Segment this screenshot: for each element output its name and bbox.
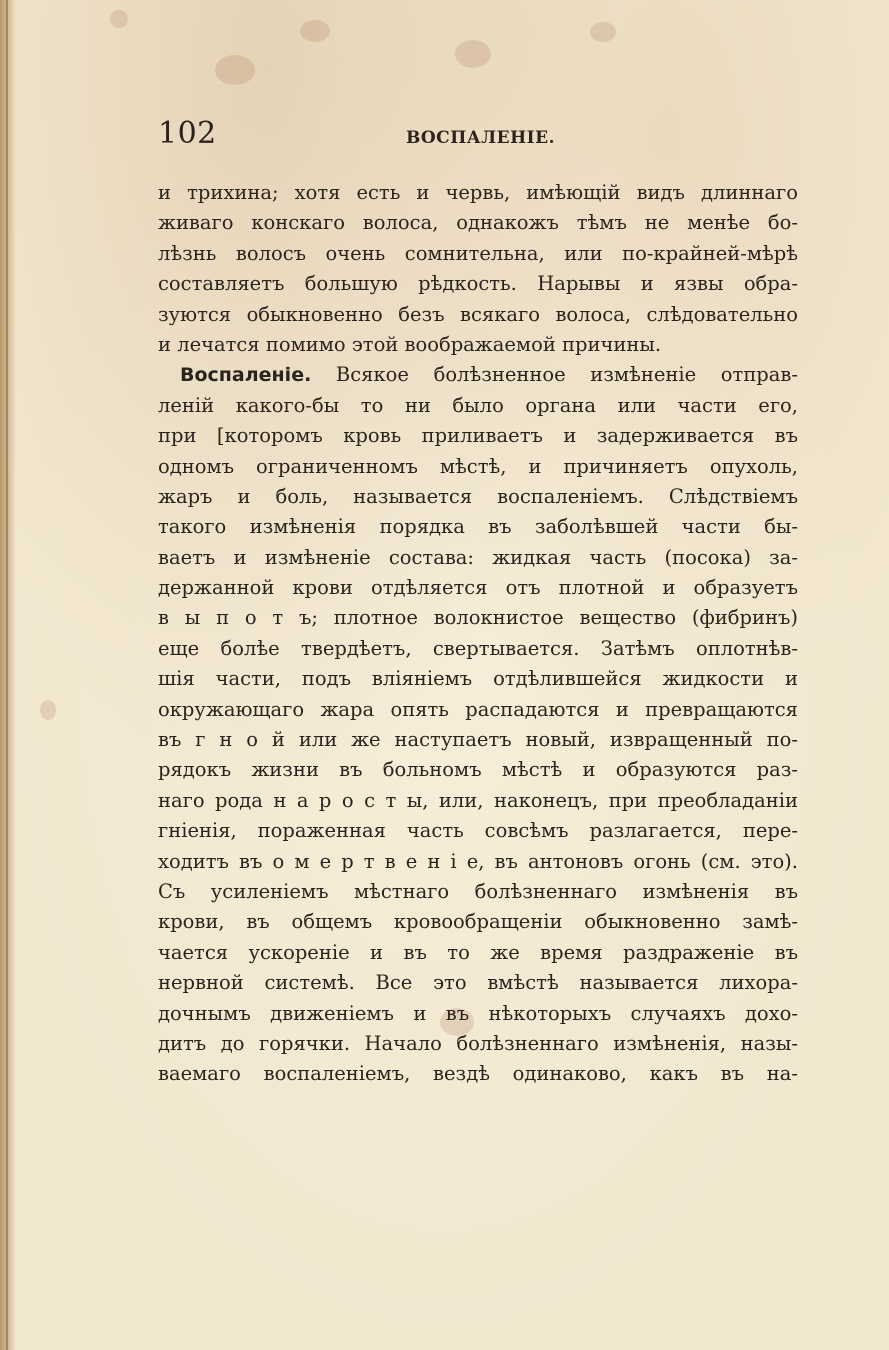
entry-first-line-text: Всякое болѣзненное измѣненіе отправ-	[311, 363, 798, 387]
text-line: чается ускореніе и въ то же время раздраженіе въ	[158, 940, 798, 964]
paper-stain	[590, 22, 616, 42]
paper-stain	[455, 40, 491, 68]
entry-first-line	[158, 360, 798, 390]
text-line: зуются обыкновенно безъ всякаго волоса, слѣдовательно	[158, 302, 798, 326]
text-line: гніенія, пораженная часть совсѣмъ разлагается, пере-	[158, 819, 798, 843]
page-number: 102	[158, 116, 217, 151]
text-line: такого измѣненія порядка въ заболѣвшей части бы-	[158, 515, 798, 539]
text-line: окружающаго жара опять распадаются и превращаются	[158, 697, 798, 721]
text-line: и лечатся помимо этой воображаемой причины.	[158, 332, 662, 356]
text-line: въ г н о й или же наступаетъ новый, извращенный по-	[158, 728, 798, 752]
text-line: ваетъ и измѣненіе состава: жидкая часть (посока) за-	[158, 545, 798, 569]
paper-stain	[300, 20, 330, 42]
gutter-line	[6, 0, 8, 1350]
text-line: держанной крови отдѣляется отъ плотной и образуетъ	[158, 576, 798, 600]
page-header	[158, 112, 798, 160]
text-line: дитъ до горячки. Начало болѣзненнаго измѣненія, назы-	[158, 1031, 798, 1055]
text-line: Съ усиленіемъ мѣстнаго болѣзненнаго измѣненія въ	[158, 879, 798, 903]
text-line: наго рода н а р о с т ы, или, наконецъ, при преобладаніи	[158, 788, 798, 812]
text-line: и трихина; хотя есть и червь, имѣющій видъ длиннаго	[158, 181, 798, 204]
paper-stain	[40, 700, 56, 720]
text-line: ваемаго воспаленіемъ, вездѣ одинаково, какъ въ на-	[158, 1062, 798, 1086]
text-line: нервной системѣ. Все это вмѣстѣ называется лихора-	[158, 971, 798, 995]
running-title: ВОСПАЛЕНІЕ.	[406, 128, 555, 148]
text-line: шія части, подъ вліяніемъ отдѣлившейся жидкости и	[158, 667, 798, 691]
text-line: составляетъ большую рѣдкость. Нарывы и язвы обра-	[158, 272, 798, 296]
page-gutter	[0, 0, 16, 1350]
page-body	[158, 178, 798, 1090]
text-line: рядокъ жизни въ больномъ мѣстѣ и образуются раз-	[158, 758, 798, 782]
text-line: леній какого-бы то ни было органа или части его,	[158, 393, 798, 417]
paper-stain	[215, 55, 255, 85]
text-line: при [которомъ кровь приливаетъ и задерживается въ	[158, 424, 798, 448]
entry-term: Воспаленіе.	[180, 364, 312, 387]
paper-stain	[110, 10, 128, 28]
text-line: жаръ и боль, называется воспаленіемъ. Слѣдствіемъ	[158, 484, 798, 508]
text-line: дочнымъ движеніемъ и въ нѣкоторыхъ случаяхъ дохо-	[158, 1001, 798, 1025]
text-line: одномъ ограниченномъ мѣстѣ, и причиняетъ опухоль,	[158, 454, 798, 478]
text-line: живаго конскаго волоса, однакожъ тѣмъ не менѣе бо-	[158, 211, 798, 235]
text-line: еще болѣе твердѣетъ, свертывается. Затѣмъ оплотнѣв-	[158, 636, 798, 660]
text-line: лѣзнь волосъ очень сомнительна, или по-крайней-мѣрѣ	[158, 241, 798, 265]
text-line: ходитъ въ о м е р т в е н і е, въ антоновъ огонь (см. это).	[158, 849, 798, 873]
text-line: в ы п о т ъ; плотное волокнистое вещество (фибринъ)	[158, 606, 798, 630]
text-line: крови, въ общемъ кровообращеніи обыкновенно замѣ-	[158, 910, 798, 934]
